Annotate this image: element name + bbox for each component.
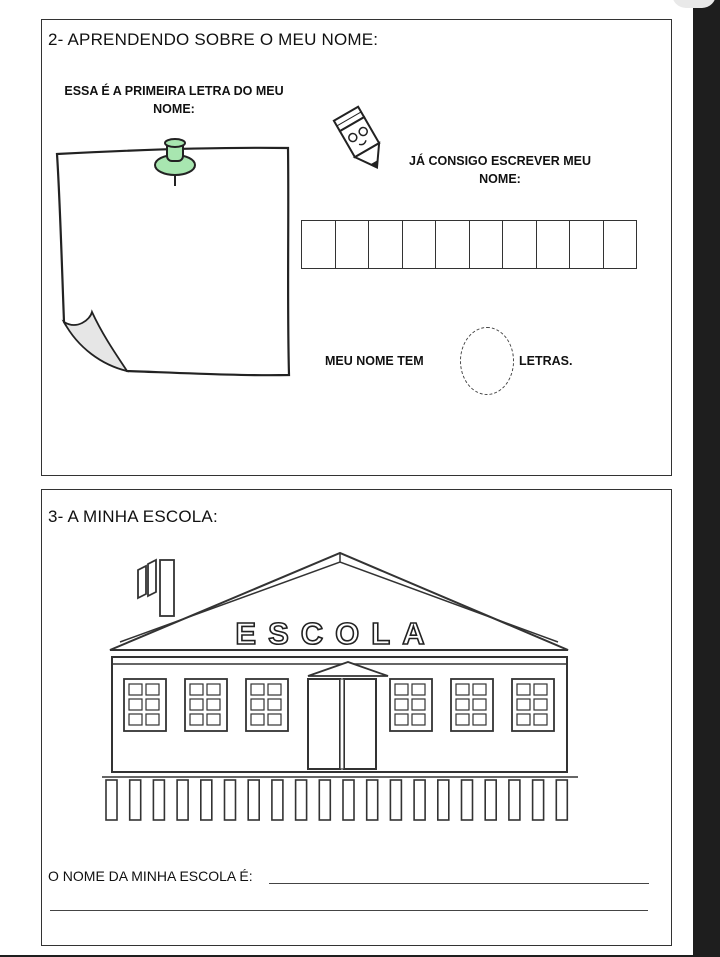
fence-post	[296, 780, 307, 820]
fence	[102, 777, 578, 820]
name-learning-panel	[41, 19, 672, 476]
letter-box[interactable]	[335, 220, 370, 269]
letter-boxes-row	[301, 220, 637, 269]
fence-post	[556, 780, 567, 820]
name-length-suffix: LETRAS.	[519, 354, 573, 368]
window	[451, 679, 493, 731]
school-name-line-1[interactable]	[269, 883, 649, 884]
letter-box[interactable]	[435, 220, 470, 269]
fence-post	[177, 780, 188, 820]
window	[512, 679, 554, 731]
windows-left	[124, 679, 288, 731]
fence-post	[225, 780, 236, 820]
window	[390, 679, 432, 731]
school-panel	[41, 489, 672, 946]
fence-post	[390, 780, 401, 820]
letter-box[interactable]	[368, 220, 403, 269]
fence-post	[272, 780, 283, 820]
pencil-character-icon	[334, 107, 389, 175]
fence-post	[485, 780, 496, 820]
sticky-note	[57, 148, 289, 375]
letter-box[interactable]	[301, 220, 336, 269]
fence-post	[462, 780, 473, 820]
fence-post	[438, 780, 449, 820]
fence-post	[248, 780, 259, 820]
chimney	[138, 560, 174, 616]
fence-post	[201, 780, 212, 820]
letter-box[interactable]	[603, 220, 638, 269]
fence-post	[106, 780, 117, 820]
letter-count-oval[interactable]	[460, 327, 514, 395]
fence-post	[414, 780, 425, 820]
fence-post	[367, 780, 378, 820]
section-2-title: 2- APRENDENDO SOBRE O MEU NOME:	[48, 30, 379, 49]
letter-box[interactable]	[569, 220, 604, 269]
window	[124, 679, 166, 731]
window	[185, 679, 227, 731]
windows-right	[390, 679, 554, 731]
write-name-caption: JÁ CONSIGO ESCREVER MEU NOME:	[409, 154, 591, 186]
section-3-title: 3- A MINHA ESCOLA:	[48, 507, 218, 526]
fence-post	[343, 780, 354, 820]
first-letter-caption: ESSA É A PRIMEIRA LETRA DO MEU NOME:	[64, 84, 284, 116]
window	[246, 679, 288, 731]
fence-post	[319, 780, 330, 820]
right-dark-edge	[693, 0, 720, 957]
fence-post	[533, 780, 544, 820]
school-name-prompt: O NOME DA MINHA ESCOLA É:	[48, 868, 253, 884]
fence-post	[130, 780, 141, 820]
letter-box[interactable]	[402, 220, 437, 269]
fence-post	[153, 780, 164, 820]
name-length-prefix: MEU NOME TEM	[325, 354, 424, 368]
fence-post	[509, 780, 520, 820]
letter-box[interactable]	[469, 220, 504, 269]
building-sign: ESCOLA	[235, 616, 437, 651]
school-name-line-2[interactable]	[50, 910, 648, 911]
letter-box[interactable]	[502, 220, 537, 269]
letter-box[interactable]	[536, 220, 571, 269]
main-door	[308, 679, 376, 769]
